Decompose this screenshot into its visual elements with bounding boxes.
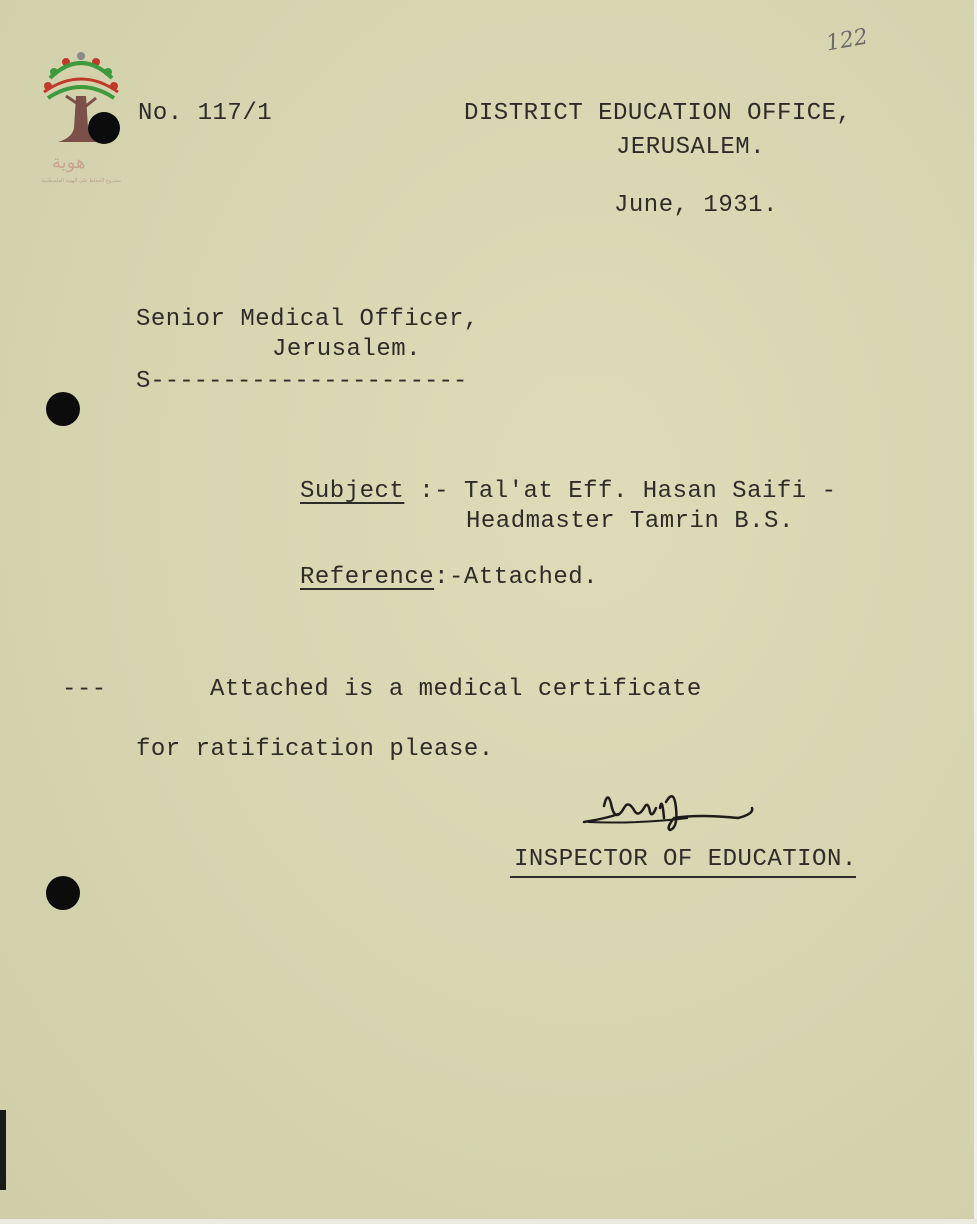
- margin-mark: ---: [62, 676, 107, 703]
- subject-text-2: Headmaster Tamrin B.S.: [466, 508, 794, 535]
- reference-number: No. 117/1: [138, 100, 273, 127]
- logo-caption: مشروع الحفاظ على الهوية الفلسطينية: [40, 178, 121, 184]
- punch-hole-top: [88, 112, 120, 144]
- office-name: DISTRICT EDUCATION OFFICE,: [464, 100, 852, 127]
- subject-text-1: Tal'at Eff. Hasan Saifi -: [463, 478, 837, 505]
- signature-underline: [510, 876, 856, 878]
- handwritten-signature: [578, 778, 768, 838]
- subject-label: Subject: [300, 478, 405, 505]
- punch-hole-bottom: [46, 876, 80, 910]
- handwritten-page-number: 122: [824, 24, 870, 57]
- subject-separator: :-: [404, 478, 464, 505]
- reference-label: Reference: [300, 564, 435, 591]
- body-line-1: Attached is a medical certificate: [210, 676, 702, 703]
- body-line-2: for ratification please.: [136, 736, 494, 763]
- subject-line: [300, 478, 837, 505]
- scan-edge-bottom: [0, 1219, 977, 1224]
- addressee-rule: S----------------------: [136, 368, 468, 395]
- addressee-city: Jerusalem.: [272, 336, 422, 363]
- signatory-title: INSPECTOR OF EDUCATION.: [514, 846, 857, 873]
- reference-value: :-Attached.: [434, 564, 599, 591]
- addressee-title: Senior Medical Officer,: [136, 306, 479, 333]
- punch-hole-middle: [46, 392, 80, 426]
- office-city: JERUSALEM.: [616, 134, 766, 161]
- scan-edge-left: [0, 1110, 6, 1190]
- logo-arabic-word: هوية: [52, 152, 86, 173]
- reference-line: [300, 564, 598, 591]
- letter-date: June, 1931.: [614, 192, 778, 219]
